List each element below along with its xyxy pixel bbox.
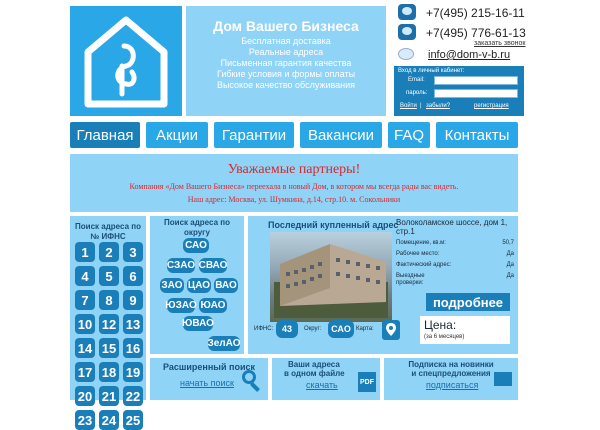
ifns-number-tile[interactable]: 19	[123, 362, 143, 382]
download-link[interactable]: скачать	[306, 380, 338, 390]
phone-icon	[398, 4, 416, 20]
okrug-yuao[interactable]: ЮАО	[200, 300, 226, 311]
brand-title: Дом Вашего Бизнеса	[213, 18, 359, 34]
file-title-1: Ваши адреса	[288, 360, 340, 369]
extended-search-title: Расширенный поиск	[163, 362, 255, 372]
ifns-search-panel	[70, 216, 146, 428]
feature-list	[186, 36, 386, 91]
ifns-number-tile[interactable]: 16	[123, 338, 143, 358]
extended-search-panel	[150, 358, 268, 400]
address-text: Волоколамское шоссе, дом 1, стр.1	[396, 218, 508, 236]
nav-home[interactable]: Главная	[70, 122, 140, 148]
ifns-number-tile[interactable]: 8	[99, 290, 119, 310]
ifns-number-tile[interactable]: 1	[75, 242, 95, 262]
price-box	[420, 316, 510, 344]
ifns-search-title: Поиск адреса по № ИФНС	[75, 222, 141, 241]
ifns-number-tile[interactable]: 13	[123, 314, 143, 334]
nav-faq[interactable]: FAQ	[388, 122, 430, 148]
detail-row	[396, 251, 514, 257]
detail-label: Помещение, кв.м:	[396, 240, 446, 246]
feature-item: Бесплатная доставка	[241, 36, 331, 46]
file-download-panel	[272, 358, 380, 400]
subscription-title-1: Подписка на новинки	[408, 360, 494, 369]
okrug-zelao[interactable]: ЗелАО	[207, 338, 241, 349]
pdf-icon[interactable]: PDF	[358, 372, 376, 392]
phone-1[interactable]: +7(495) 215-16-11	[426, 6, 525, 20]
ifns-value[interactable]: 43	[276, 320, 298, 338]
nav-vacancies[interactable]: Вакансии	[300, 122, 382, 148]
subscription-title-2: и спецпредложения	[411, 369, 491, 378]
banner-line1: Компания «Дом Вашего Бизнеса» переехала в новый Дом, в котором мы всегда рады вас видеть.	[129, 182, 459, 191]
address-details	[396, 218, 514, 290]
ifns-number-tile[interactable]: 3	[123, 242, 143, 262]
banner-title: Уважаемые партнеры!	[227, 162, 361, 177]
ifns-number-tile[interactable]: 2	[99, 242, 119, 262]
feature-item: Высокое качество обслуживания	[216, 80, 356, 90]
ifns-number-tile[interactable]: 12	[99, 314, 119, 334]
magnifier-handle	[250, 382, 260, 392]
register-link[interactable]: регистрация	[474, 103, 509, 109]
ifns-number-tile[interactable]: 20	[75, 386, 95, 406]
subscription-panel	[384, 358, 518, 400]
subscribe-link[interactable]: подписаться	[426, 380, 479, 390]
nav-promotions[interactable]: Акции	[146, 122, 208, 148]
last-address-panel	[248, 216, 518, 354]
price-note: (за 6 месяцев)	[424, 334, 465, 340]
callback-link[interactable]: заказать звонок	[474, 40, 526, 47]
file-title-2: в одном файле	[284, 369, 345, 378]
phone-icon	[398, 24, 416, 40]
logo-block[interactable]	[70, 6, 182, 116]
login-email-input[interactable]	[434, 76, 518, 85]
envelope-icon[interactable]	[494, 372, 512, 386]
ifns-number-tile[interactable]: 17	[75, 362, 95, 382]
house-logo-icon	[70, 6, 182, 116]
building-photo	[270, 232, 392, 322]
password-label: пароль:	[406, 90, 428, 96]
okrug-cao[interactable]: ЦАО	[187, 280, 211, 291]
building-image-icon	[270, 232, 392, 322]
login-box	[394, 66, 524, 116]
feature-item: Реальные адреса	[248, 47, 324, 57]
ifns-number-tile[interactable]: 5	[99, 266, 119, 286]
okrug-search-panel	[150, 216, 244, 354]
ifns-number-tile[interactable]: 18	[99, 362, 119, 382]
forgot-link[interactable]: забыли?	[426, 103, 451, 109]
magnifier-icon[interactable]	[242, 370, 256, 384]
detail-row	[396, 273, 514, 287]
ifns-number-tile[interactable]: 9	[123, 290, 143, 310]
detail-value: Да	[506, 251, 514, 257]
okrug-yuvao[interactable]: ЮВАО	[182, 318, 214, 329]
detail-value: Да	[506, 262, 514, 268]
ifns-number-tile[interactable]: 15	[99, 338, 119, 358]
okrug-label: Округ:	[304, 326, 322, 332]
map-label: Карта:	[356, 326, 374, 332]
detail-value: 50,7	[502, 240, 514, 246]
last-address-title: Последний купленный адрес	[268, 220, 399, 230]
ifns-number-tile[interactable]: 21	[99, 386, 119, 406]
email-link[interactable]: info@dom-v-b.ru	[428, 49, 511, 61]
login-title: Вход в личный кабинет:	[398, 68, 465, 74]
ifns-number-tile[interactable]: 22	[123, 386, 143, 406]
ifns-number-tile[interactable]: 25	[123, 410, 143, 430]
login-password-input[interactable]	[434, 89, 518, 98]
okrug-svao[interactable]: СВАО	[198, 260, 228, 271]
detail-label: Фактический адрес:	[396, 262, 452, 268]
feature-item: Письменная гарантия качества	[220, 58, 352, 68]
okrug-vao[interactable]: ВАО	[215, 280, 237, 291]
login-separator: |	[420, 103, 422, 109]
phone-2[interactable]: +7(495) 776-61-13	[426, 26, 526, 40]
okrug-search-title: Поиск адреса по округу	[164, 218, 230, 237]
okrug-sao[interactable]: САО	[183, 238, 209, 253]
detail-value: Да	[506, 273, 514, 279]
detail-label: Рабочее место:	[396, 251, 440, 257]
detail-row	[396, 262, 514, 268]
nav-guarantees[interactable]: Гарантии	[214, 122, 294, 148]
more-button[interactable]: подробнее	[426, 293, 510, 311]
login-button[interactable]: Войти	[400, 103, 417, 109]
ifns-number-tile[interactable]: 7	[75, 290, 95, 310]
ifns-number-tile[interactable]: 6	[123, 266, 143, 286]
detail-label: Выездные проверки:	[396, 273, 425, 286]
email-label: Email:	[408, 77, 425, 83]
ifns-number-tile[interactable]: 4	[75, 266, 95, 286]
okrug-value[interactable]: САО	[328, 320, 354, 338]
ifns-number-tile[interactable]: 24	[99, 410, 119, 430]
okrug-yuzao[interactable]: ЮЗАО	[165, 300, 197, 311]
feature-item: Гибкие условия и формы оплаты	[216, 69, 356, 79]
nav-contacts[interactable]: Контакты	[436, 122, 518, 148]
banner-line2: Наш адрес: Москва, ул. Шумкина, д.14, стр.10. м. Сокольники	[187, 195, 401, 204]
ifns-number-tile[interactable]: 10	[75, 314, 95, 334]
ifns-number-tile[interactable]: 14	[75, 338, 95, 358]
ifns-number-tile[interactable]: 23	[75, 410, 95, 430]
brand-features-block	[186, 6, 386, 116]
announcement-banner	[70, 154, 518, 212]
extended-search-link[interactable]: начать поиск	[180, 378, 234, 388]
map-pin-icon[interactable]	[382, 320, 400, 340]
okrug-szao[interactable]: СЗАО	[166, 260, 196, 271]
detail-row	[396, 240, 514, 246]
price-label: Цена:	[424, 318, 457, 332]
ifns-label: ИФНС:	[254, 326, 274, 332]
okrug-zao[interactable]: ЗАО	[161, 280, 183, 291]
email-icon	[398, 48, 414, 60]
